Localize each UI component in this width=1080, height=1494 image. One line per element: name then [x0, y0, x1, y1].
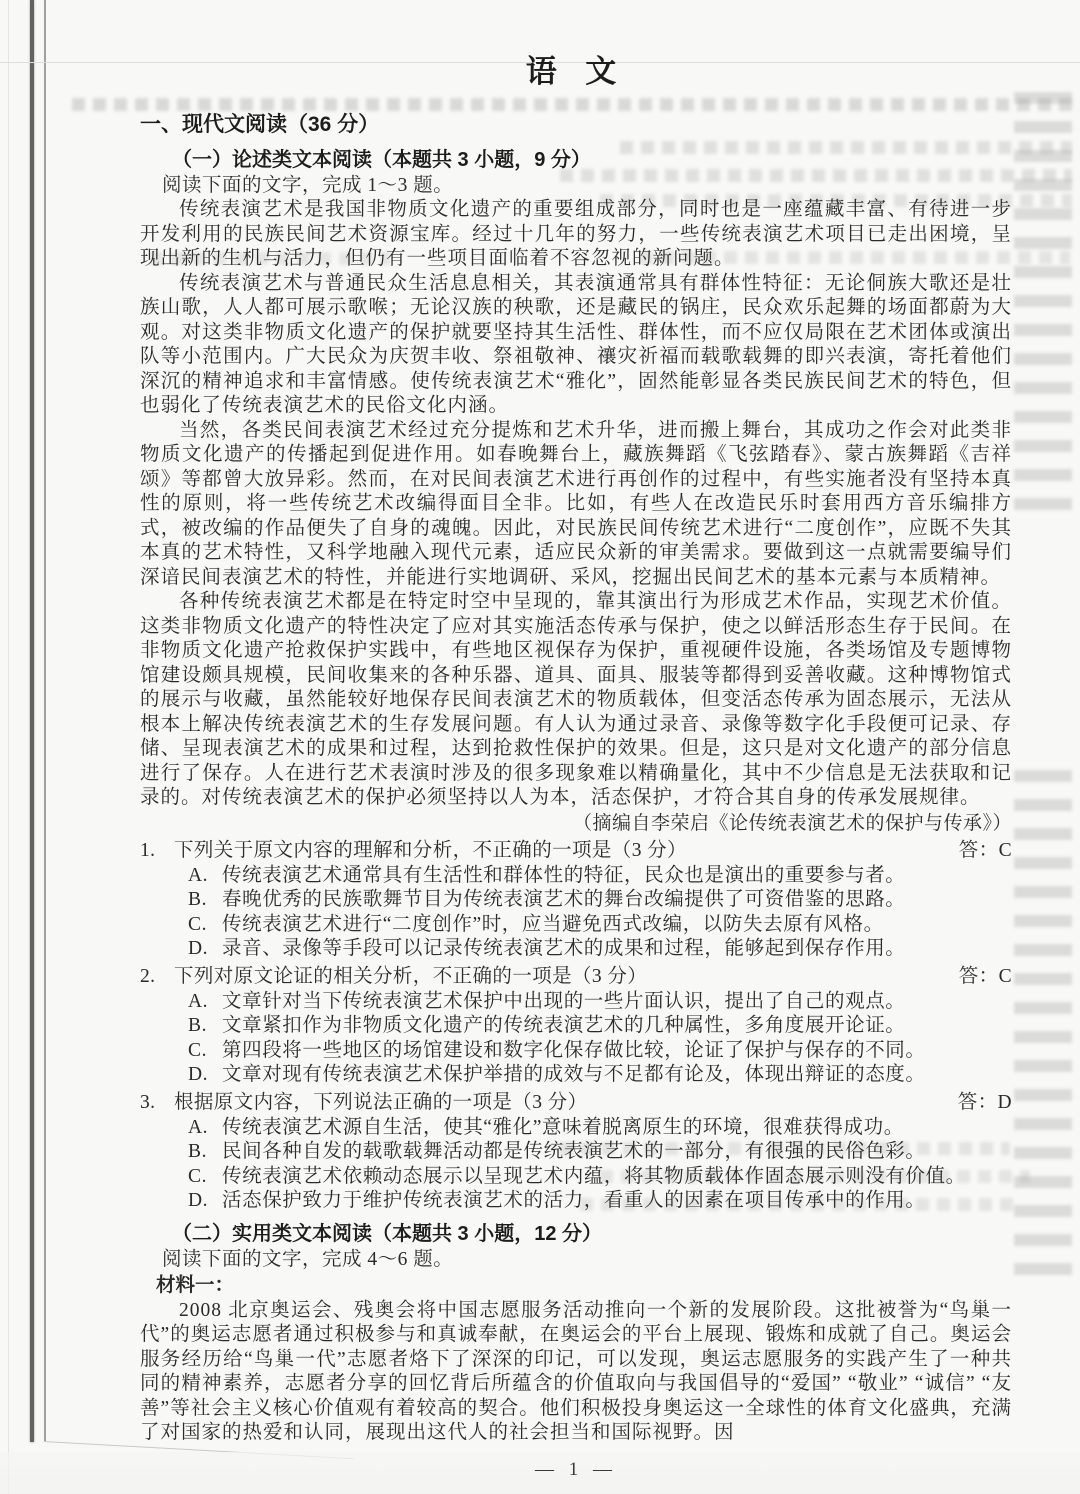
part1-instruction: 阅读下面的文字，完成 1～3 题。	[162, 175, 454, 196]
option-d: D. 文章对现有传统表演艺术保护举措的成效与不足都有论及，体现出辩证的态度。	[188, 1064, 926, 1085]
option-a: A. 传统表演艺术源自生活，使其“雅化”意味着脱离原生的环境，很难获得成功。	[188, 1116, 904, 1138]
material-paragraph: 2008 北京奥运会、残奥会将中国志愿服务活动推向一个新的发展阶段。这批被誉为“鸟巢一代”的奥运志愿者通过积极参与和真诚奉献，在奥运会的平台上展现、锻炼和成就了自己。奥运会服务经历给“鸟巢一代”志愿者烙下了深深的印记，可以发现，奥运志愿服务的实践产生了一种共同的精神素养，志愿者分享的回忆背后所蕴含的价值取向与我国倡导的“爱国” “敬业” “诚信” “友善”等社会主义核心价值观有着较高的契合。他们积极投身奥运这一全球性的体育文化盛典，充满了对国家的热爱和认同，展现出这代人的社会担当和国际视野。因	[140, 1299, 1012, 1443]
question-2	[140, 964, 1012, 1088]
passage-paragraph: 传统表演艺术是我国非物质文化遗产的重要组成部分，同时也是一座蕴藏丰富、有待进一步开发利用的民族民间艺术资源宝库。经过十几年的努力，一些传统表演艺术项目已走出困境，呈现出新的生机与活力，但仍有一些项目面临着不容忽视的新问题。	[140, 199, 1012, 269]
binding-line-outer	[30, 0, 34, 1442]
answer-label: 答：	[957, 1091, 998, 1113]
ghost-bleed-through-column	[1014, 770, 1072, 1280]
passage-paragraph: 传统表演艺术与普通民众生活息息相关，其表演通常具有群体性特征：无论侗族大歌还是壮族山歌，人人都可展示歌喉；无论汉族的秧歌，还是藏民的锅庄，民众欢乐起舞的场面都蔚为大观。对这类非物质文化遗产的保护就要坚持其生活性、群体性，而不应仅局限在艺术团体或演出队等小范围内。广大民众为庆贺丰收、祭祖敬神、禳灾祈福而载歌载舞的即兴表演，寄托着他们深沉的精神追求和丰富情感。使传统表演艺术“雅化”，固然能彰显各类民族民间艺术的特色，但也弱化了传统表演艺术的民俗文化内涵。	[140, 272, 1012, 416]
section1-heading: 一、现代文阅读（36 分）	[140, 113, 380, 136]
ghost-bleed-through-column	[1014, 92, 1072, 522]
answer-label: 答：	[958, 839, 999, 861]
option-a: A. 文章针对当下传统表演艺术保护中出现的一些片面认识，提出了自己的观点。	[188, 990, 906, 1012]
question-stem: 下列关于原文内容的理解和分析，不正确的一项是（3 分）	[174, 839, 687, 861]
answer-label: 答：	[958, 965, 999, 987]
option-d: D. 录音、录像等手段可以记录传统表演艺术的成果和过程，能够起到保存作用。	[188, 938, 906, 959]
part2-instruction: 阅读下面的文字，完成 4～6 题。	[162, 1248, 454, 1270]
passage-paragraph: 当然，各类民间表演艺术经过充分提炼和艺术升华，进而搬上舞台，其成功之作会对此类非物质文化遗产的传播起到促进作用。如春晚舞台上，藏族舞蹈《飞弦踏春》、蒙古族舞蹈《吉祥颂》等都曾大放异彩。然而，在对民间表演艺术进行再创作的过程中，有些实施者没有坚持本真性的原则，将一些传统艺术改编得面目全非。比如，有些人在改造民乐时套用西方音乐编排方式，被改编的作品便失了自身的魂魄。因此，对民族民间传统艺术进行“二度创作”，应既不失其本真的艺术特性，又科学地融入现代元素，适应民众新的审美需求。要做到这一点就需要编导们深谙民间表演艺术的特性，并能进行实地调研、采风，挖掘出民间艺术的基本元素与本质精神。	[140, 419, 1012, 588]
question-stem: 下列对原文论证的相关分析，不正确的一项是（3 分）	[174, 965, 648, 987]
question-1	[140, 838, 1012, 962]
question-3	[140, 1090, 1012, 1214]
question-number: 1.	[140, 839, 156, 861]
option-b: B. 民间各种自发的载歌载舞活动都是传统表演艺术的一部分，有很强的民俗色彩。	[188, 1141, 926, 1162]
option-c: C. 传统表演艺术进行“二度创作”时，应当避免西式改编，以防失去原有风格。	[188, 913, 884, 935]
answer-marker	[948, 1090, 1012, 1116]
scan-edge-hairline	[8, 0, 9, 1494]
material-1-label: 材料一：	[156, 1274, 235, 1296]
option-c: C. 传统表演艺术依赖动态展示以呈现艺术内蕴，将其物质载体作固态展示则没有价值。	[188, 1165, 966, 1187]
page-number: — 1 —	[535, 1458, 617, 1480]
option-d: D. 活态保护致力于维护传统表演艺术的活力，看重人的因素在项目传承中的作用。	[188, 1190, 926, 1211]
answer-value: C	[998, 839, 1012, 861]
binding-line-inner	[44, 0, 46, 1442]
page-content	[140, 50, 1012, 1482]
part1-heading: （一）论述类文本阅读（本题共 3 小题，9 分）	[172, 149, 591, 171]
part2-heading: （二）实用类文本阅读（本题共 3 小题，12 分）	[172, 1222, 603, 1245]
question-number: 2.	[140, 965, 156, 987]
passage-paragraph: 各种传统表演艺术都是在特定时空中呈现的，靠其演出行为形成艺术作品，实现艺术价值。这类非物质文化遗产的特性决定了应对其实施活态传承与保护，使之以鲜活形态生存于民间。在非物质文化遗产抢救保护实践中，有些地区视保存为保护，重视硬件设施，各类场馆及专题博物馆建设颇具规模，民间收集来的各种乐器、道具、面具、服装等都得到妥善收藏。这种博物馆式的展示与收藏，虽然能较好地保存民间表演艺术的物质载体，但变活态传承为固态展示，无法从根本上解决传统表演艺术的生存发展问题。有人认为通过录音、录像等数字化手段便可记录、存储、呈现表演艺术的成果和过程，达到抢救性保护的效果。但是，这只是对文化遗产的部分信息进行了保存。人在进行艺术表演时涉及的很多现象难以精确量化，其中不少信息是无法获取和记录的。对传统表演艺术的保护必须坚持以人为本，活态保护，才符合其自身的传承发展规律。	[140, 591, 1012, 808]
answer-marker	[949, 838, 1012, 864]
answer-value: D	[997, 1091, 1012, 1113]
option-c: C. 第四段将一些地区的场馆建设和数字化保存做比较，论证了保护与保存的不同。	[188, 1039, 926, 1061]
option-b: B. 文章紧扣作为非物质文化遗产的传统表演艺术的几种属性，多角度展开论证。	[188, 1015, 906, 1036]
option-a: A. 传统表演艺术通常具有生活性和群体性的特征，民众也是演出的重要参与者。	[188, 864, 906, 886]
question-stem: 根据原文内容，下列说法正确的一项是（3 分）	[174, 1091, 588, 1113]
option-b: B. 春晚优秀的民族歌舞节目为传统表演艺术的舞台改编提供了可资借鉴的思路。	[188, 889, 906, 910]
passage-attribution: （摘编自李荣启《论传统表演艺术的保护与传承》）	[572, 812, 1012, 834]
answer-marker	[949, 964, 1012, 990]
page-title: 语 文	[525, 54, 627, 89]
answer-value: C	[998, 965, 1012, 987]
question-number: 3.	[140, 1091, 156, 1113]
